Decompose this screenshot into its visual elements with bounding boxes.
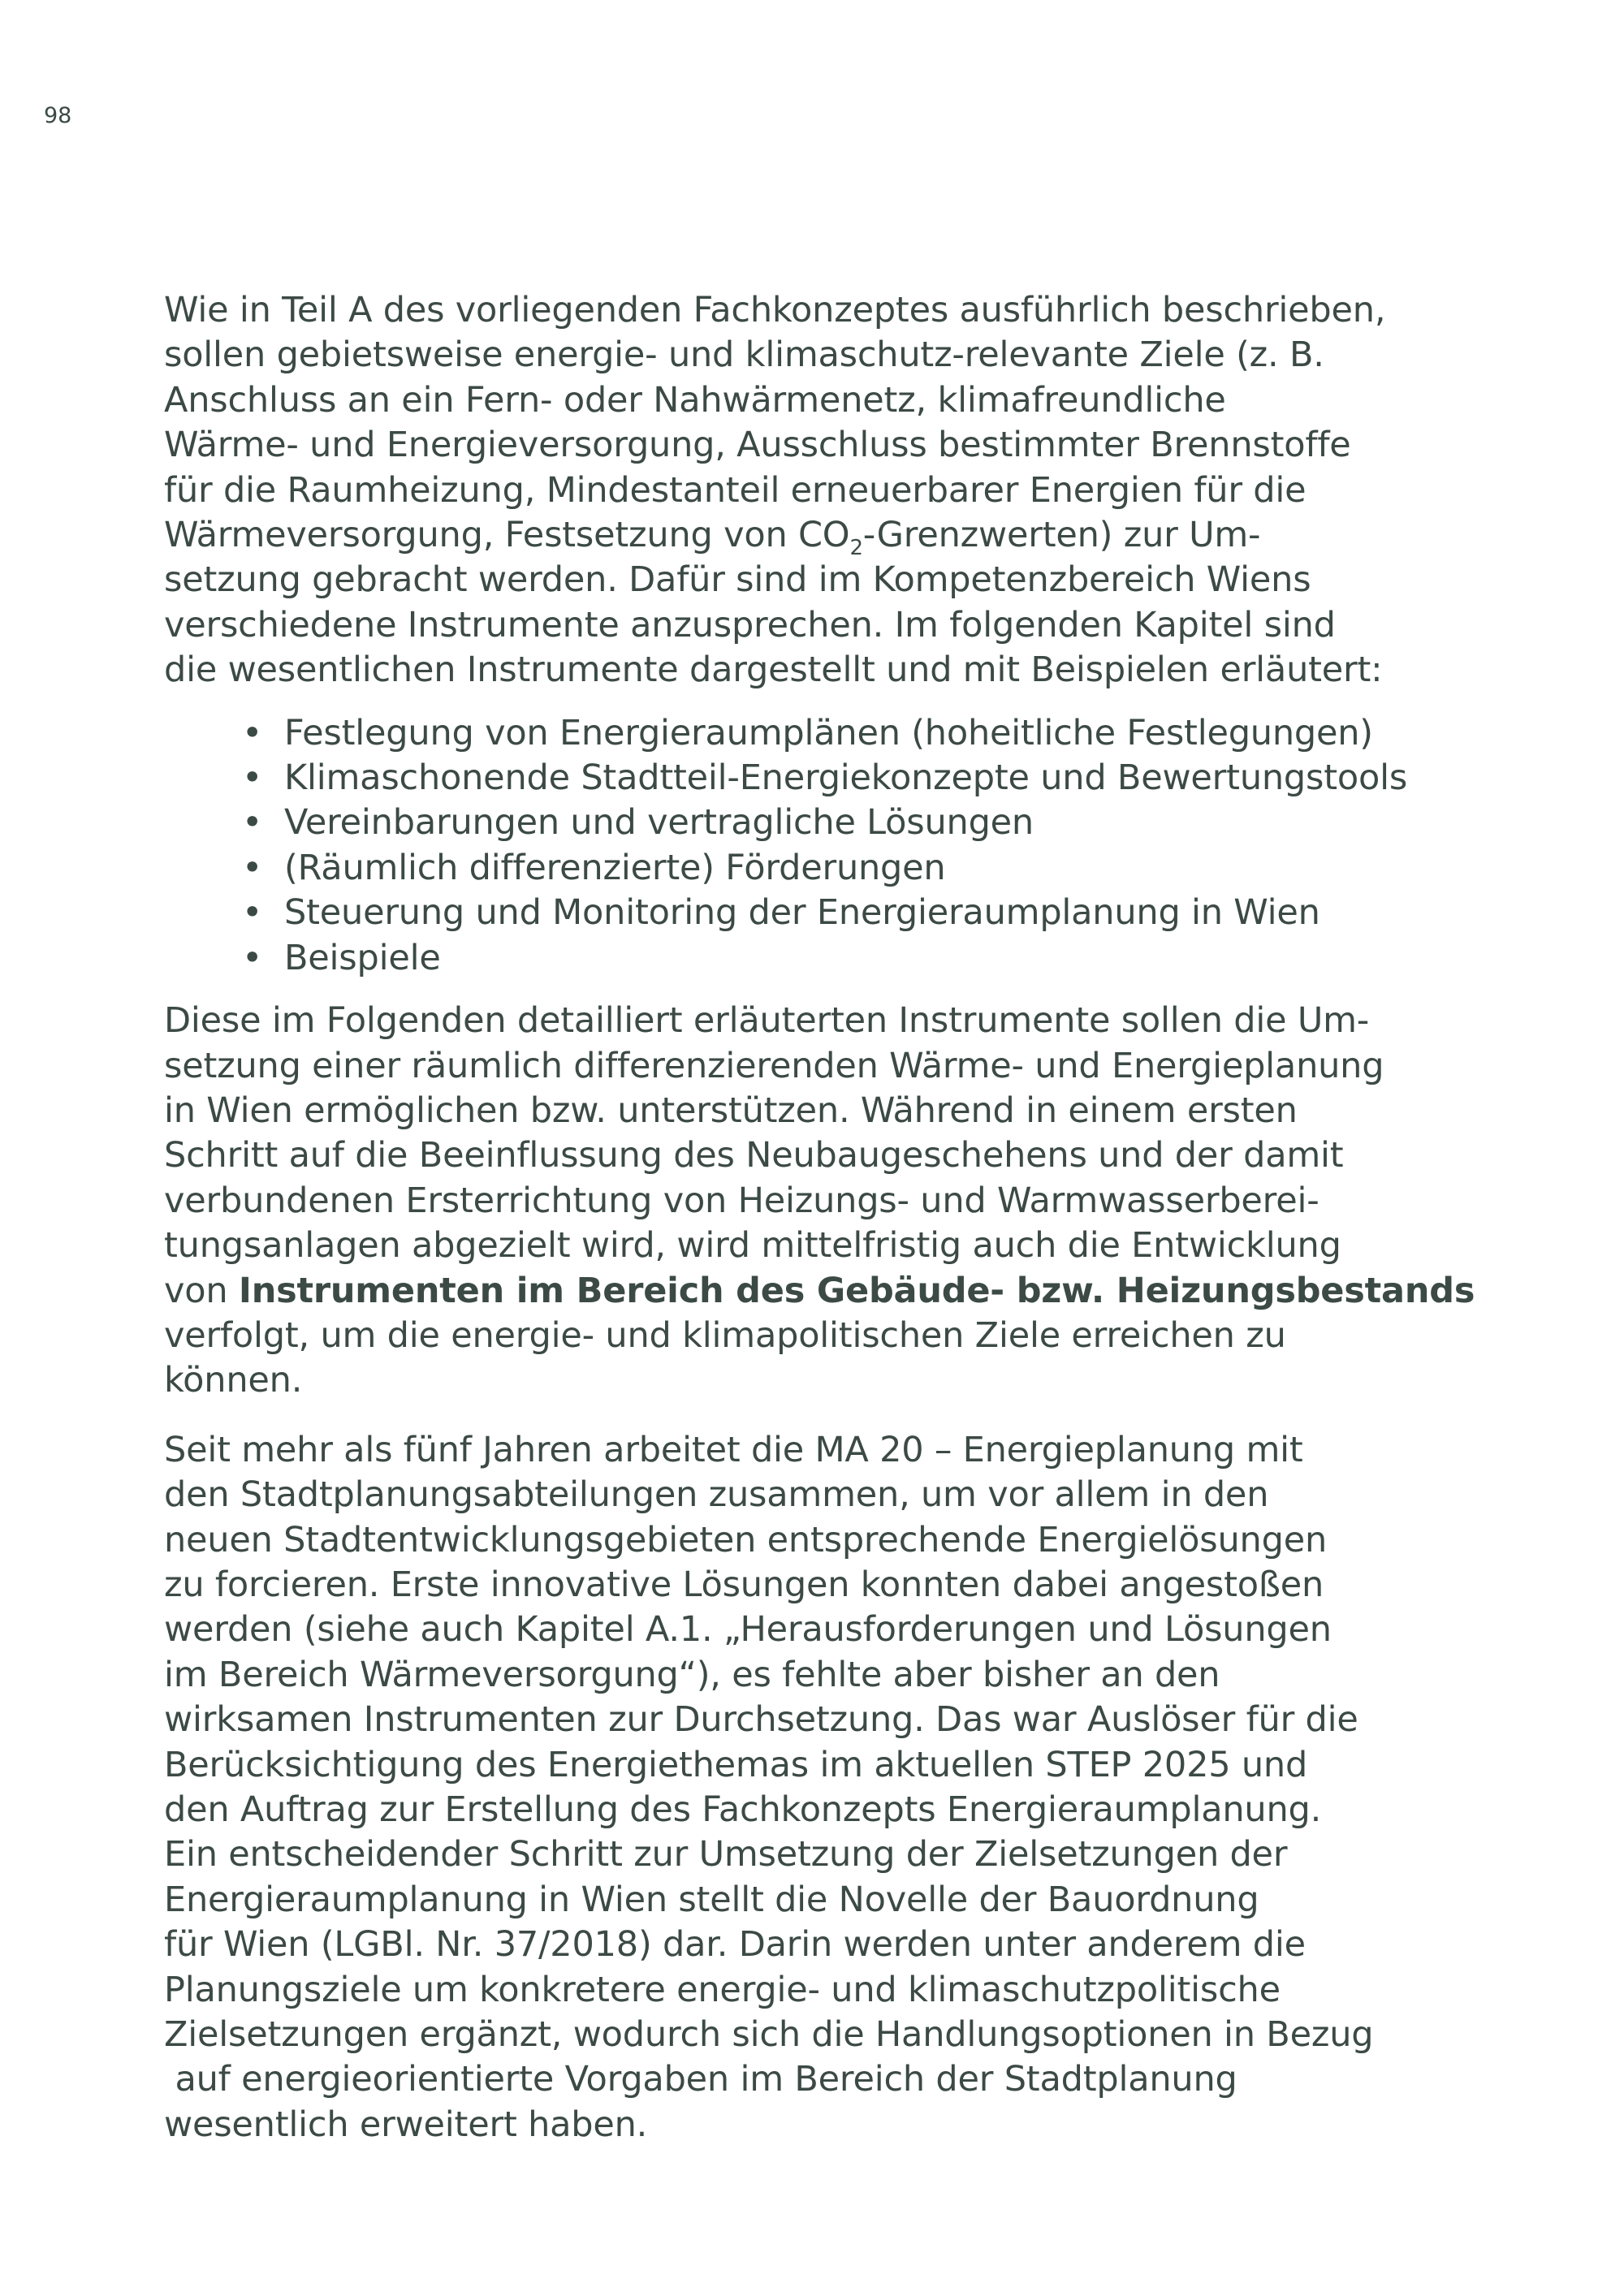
text-line: den Stadtplanungsabteilungen zusammen, um vor allem in den [164, 1474, 1269, 1516]
text-line: wesentlich erweitert haben. [164, 2104, 648, 2145]
text-line-co2 [164, 513, 1496, 561]
page-number: 98 [44, 103, 72, 128]
text-line: für die Raumheizung, Mindestanteil erneuerbarer Energien für die [164, 469, 1307, 511]
text-line: setzung gebracht werden. Dafür sind im Kompetenzbereich Wiens [164, 559, 1311, 601]
list-item-text: Vereinbarungen und vertragliche Lösungen [284, 802, 1034, 844]
text-line: setzung einer räumlich differenzierenden Wärme- und Energieplanung [164, 1045, 1384, 1086]
text-line: verfolgt, um die energie- und klimapolitischen Ziele erreichen zu [164, 1314, 1286, 1356]
text-line: können. [164, 1360, 303, 1401]
text-line: den Auftrag zur Erstellung des Fachkonzepts Energieraumplanung. [164, 1789, 1322, 1830]
paragraph-history [164, 1428, 1496, 2148]
list-item [164, 936, 1496, 981]
list-item [164, 891, 1496, 935]
bullet-icon: • [242, 802, 263, 844]
instrument-list [164, 711, 1496, 981]
list-item-text: (Räumlich differenzierte) Förderungen [284, 847, 946, 888]
bullet-icon: • [242, 847, 263, 888]
list-item [164, 846, 1496, 891]
text-line: auf energieorientierte Vorgaben im Bereich der Stadtplanung [164, 2059, 1237, 2100]
text-line: Energieraumplanung in Wien stellt die Novelle der Bauordnung [164, 1879, 1259, 1920]
text-line: Diese im Folgenden detailliert erläuterten Instrumente sollen die Um- [164, 1000, 1370, 1042]
text-line: für Wien (LGBl. Nr. 37/2018) dar. Darin werden unter anderem die [164, 1924, 1306, 1966]
text-line: im Bereich Wärmeversorgung“), es fehlte aber bisher an den [164, 1654, 1220, 1695]
text-line: Seit mehr als fünf Jahren arbeitet die MA 20 – Energieplanung mit [164, 1429, 1303, 1470]
text-line: Berücksichtigung des Energiethemas im aktuellen STEP 2025 und [164, 1744, 1308, 1785]
emphasis-text: Instrumenten im Bereich des Gebäude- bzw. Heizungsbestands [238, 1270, 1475, 1311]
list-item-text: Klimaschonende Stadtteil-Energiekonzepte und Bewertungstools [284, 757, 1408, 799]
text-line: wirksamen Instrumenten zur Durchsetzung. Das war Auslöser für die [164, 1699, 1358, 1741]
text-line: Anschluss an ein Fern- oder Nahwärmenetz, klimafreundliche [164, 379, 1226, 421]
text-line: Schritt auf die Beeinflussung des Neubaugeschehens und der damit [164, 1135, 1344, 1176]
bullet-icon: • [242, 712, 263, 753]
bullet-icon: • [242, 757, 263, 799]
paragraph-instruments [164, 999, 1496, 1404]
text-fragment: von [164, 1270, 239, 1311]
text-line: tungsanlagen abgezielt wird, wird mittelfristig auch die Entwicklung [164, 1225, 1341, 1267]
text-line: Planungsziele um konkretere energie- und klimaschutzpolitische [164, 1969, 1281, 2010]
text-line: sollen gebietsweise energie- und klimaschutz-relevante Ziele (z. B. [164, 334, 1324, 376]
list-item [164, 711, 1496, 756]
text-line: neuen Stadtentwicklungsgebieten entsprechende Energielösungen [164, 1519, 1327, 1560]
text-line: die wesentlichen Instrumente dargestellt und mit Beispielen erläutert: [164, 650, 1383, 691]
text-line: zu forcieren. Erste innovative Lösungen konnten dabei angestoßen [164, 1564, 1324, 1605]
list-item-text: Festlegung von Energieraumplänen (hoheitliche Festlegungen) [284, 712, 1373, 753]
text-line: Zielsetzungen ergänzt, wodurch sich die Handlungsoptionen in Bezug [164, 2014, 1374, 2056]
text-line: werden (siehe auch Kapitel A.1. „Herausforderungen und Lösungen [164, 1609, 1332, 1651]
text-fragment: -Grenzwerten) zur Um- [862, 515, 1261, 556]
document-body [164, 288, 1496, 2147]
list-item-text: Beispiele [284, 937, 441, 978]
text-line-bold [164, 1269, 1496, 1314]
paragraph-intro [164, 288, 1496, 693]
text-line: in Wien ermöglichen bzw. unterstützen. Während in einem ersten [164, 1090, 1298, 1131]
text-fragment: Wärmeversorgung, Festsetzung von CO [164, 515, 850, 556]
list-item [164, 756, 1496, 801]
text-line: Wärme- und Energieversorgung, Ausschluss bestimmter Brennstoffe [164, 425, 1351, 466]
list-item [164, 801, 1496, 845]
text-line: Ein entscheidender Schritt zur Umsetzung der Zielsetzungen der [164, 1834, 1288, 1875]
subscript-2: 2 [849, 536, 863, 561]
text-line: verschiedene Instrumente anzusprechen. Im folgenden Kapitel sind [164, 604, 1336, 645]
text-line: Wie in Teil A des vorliegenden Fachkonzeptes ausführlich beschrieben, [164, 290, 1386, 330]
bullet-icon: • [242, 937, 263, 978]
list-item-text: Steuerung und Monitoring der Energieraumplanung in Wien [284, 892, 1320, 934]
text-line: verbundenen Ersterrichtung von Heizungs- und Warmwasserberei- [164, 1180, 1320, 1221]
bullet-icon: • [242, 892, 263, 934]
